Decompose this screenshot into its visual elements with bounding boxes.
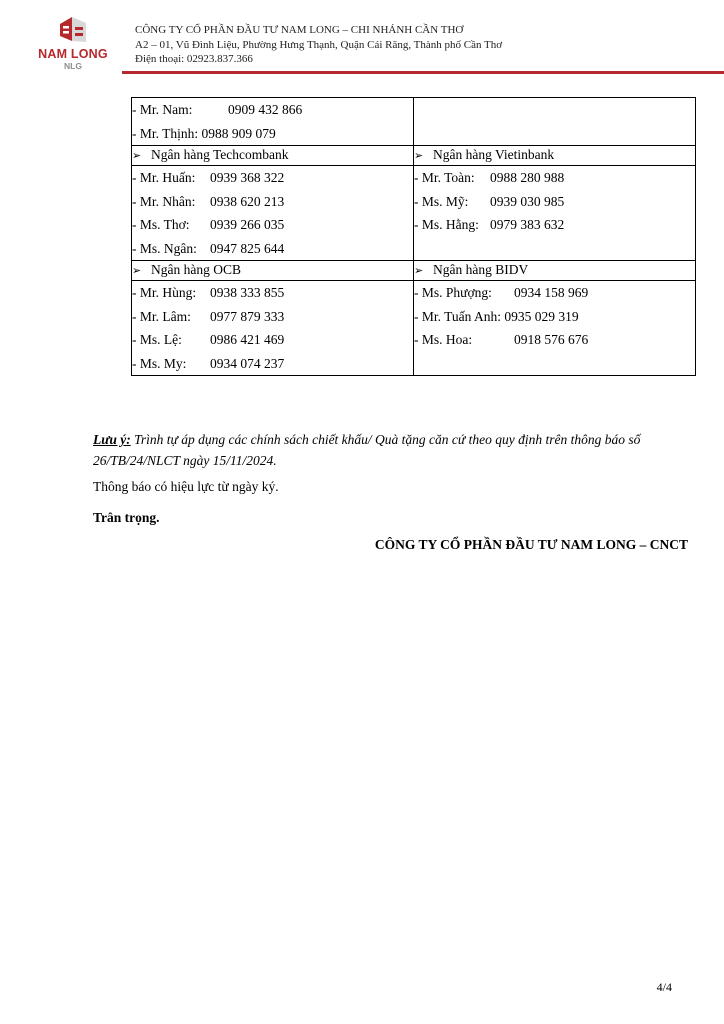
contact-phone: 0939 030 985 xyxy=(490,193,565,209)
contact-phone: 0938 333 855 xyxy=(210,285,285,300)
contact-cell xyxy=(132,281,414,376)
note-paragraph xyxy=(93,429,693,471)
contact-item xyxy=(414,190,695,214)
table-row xyxy=(132,281,696,376)
nam-long-logo-icon xyxy=(58,14,88,44)
contact-item xyxy=(132,328,413,352)
arrow-bullet-icon: ➢ xyxy=(414,149,424,162)
table-row xyxy=(132,166,696,261)
contact-item xyxy=(132,122,413,146)
contact-phone: 0988 909 079 xyxy=(201,125,276,141)
contact-item xyxy=(132,190,413,214)
page-number: 4/4 xyxy=(656,980,672,994)
signature-block: CÔNG TY CỔ PHẦN ĐẦU TƯ NAM LONG – CNCT xyxy=(374,537,688,552)
arrow-bullet-icon: ➢ xyxy=(132,149,142,162)
bank-name: Ngân hàng Vietinbank xyxy=(433,147,555,162)
contact-name: - Mr. Nhân: xyxy=(132,193,196,209)
contact-phone: 0934 158 969 xyxy=(514,285,589,300)
contact-name: - Ms. Ngân: xyxy=(132,240,197,256)
contact-name: - Ms. Mỹ: xyxy=(414,193,469,209)
arrow-bullet-icon: ➢ xyxy=(132,264,142,277)
bank-header-ocb xyxy=(132,261,414,281)
contact-name: - Ms. My: xyxy=(132,355,187,371)
contact-name: - Ms. Phượng: xyxy=(414,285,492,300)
company-name: CÔNG TY CỔ PHẦN ĐẦU TƯ NAM LONG – CHI NHÁNH CẦN THƠ xyxy=(135,24,464,36)
contact-name: - Mr. Tuấn Anh: xyxy=(414,308,502,324)
contact-cell xyxy=(414,281,696,376)
contact-name: - Ms. Hằng: xyxy=(414,217,479,232)
bank-name: Ngân hàng Techcombank xyxy=(151,147,289,162)
contact-item xyxy=(132,281,413,305)
contact-name: - Mr. Huấn: xyxy=(132,170,196,185)
table-row xyxy=(132,98,696,146)
empty-cell xyxy=(414,98,696,146)
letterhead xyxy=(135,23,502,67)
bank-header-bidv xyxy=(414,261,696,281)
effective-statement: Thông báo có hiệu lực từ ngày ký. xyxy=(93,479,279,494)
table-row xyxy=(132,261,696,281)
contact-item xyxy=(132,213,413,237)
regards: Trân trọng. xyxy=(93,510,160,525)
contact-item xyxy=(132,237,413,261)
contact-name: - Ms. Lệ: xyxy=(132,332,182,347)
bank-name: Ngân hàng OCB xyxy=(151,262,241,277)
table-row xyxy=(132,146,696,166)
contact-name: - Mr. Toàn: xyxy=(414,170,475,185)
contact-phone: 0935 029 319 xyxy=(504,308,579,324)
bank-contacts-table xyxy=(131,97,696,376)
contact-cell xyxy=(132,98,414,146)
contact-phone: 0909 432 866 xyxy=(228,102,303,117)
contact-item xyxy=(414,281,695,305)
contact-item xyxy=(132,98,413,122)
contact-phone: 0938 620 213 xyxy=(210,193,285,209)
contact-item xyxy=(132,166,413,190)
bank-header-vietinbank xyxy=(414,146,696,166)
contact-name: - Ms. Hoa: xyxy=(414,332,473,347)
contact-name: - Mr. Hùng: xyxy=(132,285,197,300)
contact-phone: 0947 825 644 xyxy=(210,240,285,256)
arrow-bullet-icon: ➢ xyxy=(414,264,424,277)
header-divider xyxy=(122,71,724,74)
contact-item xyxy=(132,352,413,376)
bank-name: Ngân hàng BIDV xyxy=(433,262,529,277)
contact-phone: 0986 421 469 xyxy=(210,332,285,347)
note-text: Trình tự áp dụng các chính sách chiết khấu/ Quà tặng căn cứ theo quy định trên thông báo số 26/TB/24/NLCT ngày 15/11/2024. xyxy=(93,432,641,468)
contact-name: - Ms. Thơ: xyxy=(132,217,190,232)
contact-item xyxy=(414,213,695,237)
company-phone: Điện thoại: 02923.837.366 xyxy=(135,53,253,65)
company-address: A2 – 01, Vũ Đình Liệu, Phường Hưng Thạnh, Quận Cái Răng, Thành phố Cần Thơ xyxy=(135,38,503,51)
contact-cell xyxy=(414,166,696,261)
contact-item xyxy=(414,166,695,190)
contact-name: - Mr. Nam: xyxy=(132,102,193,117)
contact-item xyxy=(414,305,695,329)
contact-phone: 0934 074 237 xyxy=(210,355,285,371)
company-logo xyxy=(28,14,118,74)
logo-subtext: NLG xyxy=(64,61,82,71)
contact-name: - Mr. Thịnh: xyxy=(132,125,199,141)
contact-phone: 0988 280 988 xyxy=(490,170,565,185)
contact-item xyxy=(414,328,695,352)
logo-text: NAM LONG xyxy=(38,47,108,61)
contact-cell xyxy=(132,166,414,261)
note-label: Lưu ý: xyxy=(93,432,131,447)
contact-phone: 0979 383 632 xyxy=(490,217,565,232)
contact-item xyxy=(132,305,413,329)
contact-name: - Mr. Lâm: xyxy=(132,308,191,324)
bank-header-techcombank xyxy=(132,146,414,166)
contact-phone: 0939 368 322 xyxy=(210,170,285,185)
contact-phone: 0977 879 333 xyxy=(210,308,285,324)
contact-phone: 0939 266 035 xyxy=(210,217,285,232)
contact-phone: 0918 576 676 xyxy=(514,332,589,347)
